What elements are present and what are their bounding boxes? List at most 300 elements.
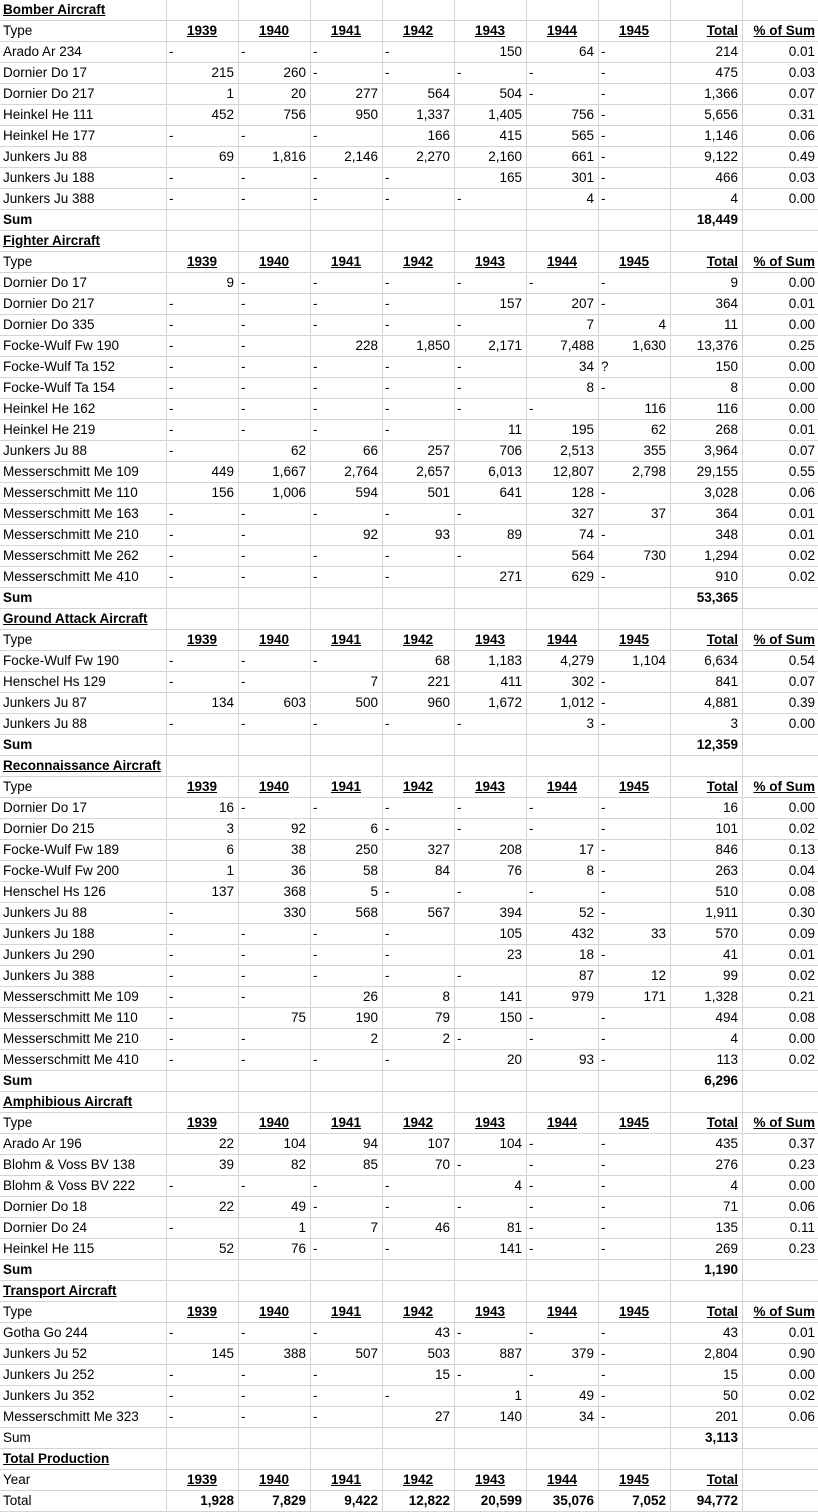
column-header: % of Sum (753, 779, 815, 794)
empty-dash: - (601, 1052, 606, 1067)
percent-cell: 0.31 (788, 107, 815, 122)
percent-cell: 0.25 (788, 338, 815, 353)
empty-dash: - (601, 86, 606, 101)
value-cell: 81 (506, 1220, 522, 1235)
sum-total: 53,365 (696, 590, 738, 605)
value-cell: 730 (643, 548, 666, 563)
aircraft-type: Junkers Ju 352 (3, 1388, 95, 1403)
empty-dash: - (241, 1409, 246, 1424)
empty-dash: - (313, 1052, 318, 1067)
sum-total: 1,190 (704, 1262, 738, 1277)
empty-dash: - (241, 1388, 246, 1403)
empty-dash: - (313, 947, 318, 962)
table-row (0, 966, 818, 987)
table-row (0, 420, 818, 441)
table-row (0, 693, 818, 714)
value-cell: 171 (643, 989, 666, 1004)
empty-dash: - (457, 800, 462, 815)
column-header: Total (706, 254, 738, 269)
total-cell: 214 (715, 44, 738, 59)
table-row (0, 1344, 818, 1365)
value-cell: 301 (571, 170, 594, 185)
percent-cell: 0.03 (788, 170, 815, 185)
total-cell: 116 (716, 401, 738, 416)
table-row (0, 861, 818, 882)
value-cell: 68 (434, 653, 450, 668)
empty-dash: - (601, 1178, 606, 1193)
value-cell: 12,807 (552, 464, 594, 479)
total-cell: 3 (730, 716, 738, 731)
total-cell: 1,911 (705, 905, 738, 920)
column-header: 1941 (330, 1472, 362, 1487)
aircraft-type: Heinkel He 115 (3, 1241, 95, 1256)
table-row (0, 819, 818, 840)
percent-cell: 0.00 (788, 800, 815, 815)
empty-dash: - (313, 275, 318, 290)
section-title: Reconnaissance Aircraft (3, 758, 161, 773)
aircraft-type: Focke-Wulf Ta 154 (3, 380, 116, 395)
column-header: 1944 (546, 254, 578, 269)
value-cell: 58 (362, 863, 378, 878)
column-header: 1942 (402, 23, 434, 38)
empty-dash: - (313, 926, 318, 941)
value-cell: 2,798 (632, 464, 666, 479)
sum-total: 6,296 (704, 1073, 738, 1088)
aircraft-type: Dornier Do 17 (3, 800, 88, 815)
value-cell: 302 (571, 674, 594, 689)
empty-dash: - (529, 1031, 534, 1046)
empty-dash: - (169, 947, 174, 962)
table-row (0, 567, 818, 588)
empty-dash: - (169, 1052, 174, 1067)
percent-cell: 0.06 (788, 485, 815, 500)
empty-dash: - (241, 1031, 246, 1046)
empty-dash: - (601, 1010, 606, 1025)
percent-cell: 0.09 (788, 926, 815, 941)
value-cell: 2,160 (488, 149, 522, 164)
value-cell: 92 (362, 527, 378, 542)
total-cell: 1,328 (704, 989, 738, 1004)
empty-dash: - (385, 926, 390, 941)
empty-dash: - (601, 1136, 606, 1151)
aircraft-type: Messerschmitt Me 163 (3, 506, 139, 521)
empty-dash: - (529, 1220, 534, 1235)
aircraft-type: Junkers Ju 290 (3, 947, 95, 962)
column-header: 1940 (258, 632, 290, 647)
aircraft-type: Blohm & Voss BV 222 (3, 1178, 136, 1193)
value-cell: 504 (499, 86, 522, 101)
unknown-mark: ? (601, 359, 609, 374)
value-cell: 207 (571, 296, 594, 311)
empty-dash: - (601, 1199, 606, 1214)
empty-dash: - (529, 1157, 534, 1172)
table-row (0, 1029, 818, 1050)
empty-dash: - (169, 296, 174, 311)
empty-dash: - (385, 548, 390, 563)
value-cell: 330 (283, 905, 306, 920)
empty-dash: - (313, 716, 318, 731)
percent-cell: 0.02 (788, 821, 815, 836)
empty-dash: - (601, 44, 606, 59)
value-cell: 327 (427, 842, 450, 857)
empty-dash: - (385, 506, 390, 521)
column-header: Type (3, 254, 33, 269)
value-cell: 76 (506, 863, 522, 878)
empty-dash: - (457, 506, 462, 521)
empty-dash: - (601, 1388, 606, 1403)
value-cell: 950 (355, 107, 378, 122)
table-row (0, 1197, 818, 1218)
total-cell: 348 (715, 527, 738, 542)
empty-dash: - (601, 1157, 606, 1172)
total-cell: 5,656 (704, 107, 738, 122)
value-cell: 6,013 (488, 464, 522, 479)
sum-row (0, 588, 818, 609)
percent-cell: 0.03 (788, 65, 815, 80)
value-cell: 75 (290, 1010, 306, 1025)
section-title: Ground Attack Aircraft (3, 611, 148, 626)
percent-cell: 0.02 (788, 1388, 815, 1403)
empty-dash: - (529, 401, 534, 416)
value-cell: 503 (427, 1346, 450, 1361)
column-header: 1940 (258, 1115, 290, 1130)
header-row (0, 21, 818, 42)
table-row (0, 42, 818, 63)
empty-dash: - (385, 947, 390, 962)
empty-dash: - (385, 1241, 390, 1256)
table-row (0, 399, 818, 420)
empty-dash: - (601, 884, 606, 899)
table-row (0, 987, 818, 1008)
value-cell: 64 (578, 44, 594, 59)
sum-label: Sum (3, 737, 33, 752)
value-cell: 128 (571, 485, 594, 500)
value-cell: 368 (283, 884, 306, 899)
column-header: 1941 (330, 254, 362, 269)
aircraft-type: Focke-Wulf Fw 189 (3, 842, 120, 857)
value-cell: 27 (434, 1409, 450, 1424)
empty-dash: - (169, 653, 174, 668)
empty-dash: - (457, 1325, 462, 1340)
value-cell: 1,630 (632, 338, 666, 353)
total-cell: 8 (730, 380, 738, 395)
section-title-row (0, 231, 818, 252)
column-header: 1939 (186, 254, 218, 269)
column-header: 1943 (474, 1115, 506, 1130)
empty-dash: - (385, 170, 390, 185)
section-title-row (0, 0, 818, 21)
percent-cell: 0.06 (788, 128, 815, 143)
value-cell: 327 (571, 506, 594, 521)
total-year-cell: 9,422 (344, 1493, 378, 1508)
grand-total: 94,772 (696, 1493, 738, 1508)
empty-dash: - (601, 674, 606, 689)
value-cell: 107 (427, 1136, 450, 1151)
value-cell: 23 (506, 947, 522, 962)
value-cell: 6 (226, 842, 234, 857)
value-cell: 355 (643, 443, 666, 458)
aircraft-type: Dornier Do 335 (3, 317, 95, 332)
total-cell: 364 (715, 296, 738, 311)
total-cell: 570 (715, 926, 738, 941)
aircraft-type: Junkers Ju 52 (3, 1346, 88, 1361)
empty-dash: - (313, 401, 318, 416)
total-cell: 41 (722, 947, 738, 962)
aircraft-type: Messerschmitt Me 210 (3, 1031, 139, 1046)
value-cell: 756 (283, 107, 306, 122)
value-cell: 1 (514, 1388, 522, 1403)
sum-label: Sum (3, 590, 33, 605)
column-header: Total (706, 1472, 738, 1487)
total-cell: 4,881 (704, 695, 738, 710)
value-cell: 166 (427, 128, 450, 143)
percent-cell: 0.02 (788, 968, 815, 983)
percent-cell: 0.00 (788, 1178, 815, 1193)
empty-dash: - (169, 1409, 174, 1424)
column-header: 1943 (474, 23, 506, 38)
value-cell: 388 (283, 1346, 306, 1361)
header-row (0, 1470, 818, 1491)
value-cell: 49 (578, 1388, 594, 1403)
aircraft-type: Heinkel He 111 (3, 107, 94, 122)
empty-dash: - (385, 359, 390, 374)
empty-dash: - (313, 44, 318, 59)
sum-row (0, 1071, 818, 1092)
column-header: 1943 (474, 779, 506, 794)
value-cell: 70 (434, 1157, 450, 1172)
value-cell: 432 (571, 926, 594, 941)
total-cell: 1,366 (704, 86, 738, 101)
column-header: 1941 (330, 23, 362, 38)
empty-dash: - (385, 968, 390, 983)
empty-dash: - (385, 296, 390, 311)
empty-dash: - (529, 1136, 534, 1151)
empty-dash: - (457, 821, 462, 836)
value-cell: 1,337 (416, 107, 450, 122)
value-cell: 34 (578, 359, 594, 374)
empty-dash: - (241, 44, 246, 59)
value-cell: 62 (290, 443, 306, 458)
value-cell: 629 (571, 569, 594, 584)
sum-label: Sum (3, 1073, 33, 1088)
value-cell: 2 (442, 1031, 450, 1046)
value-cell: 20 (290, 86, 306, 101)
aircraft-type: Arado Ar 234 (3, 44, 82, 59)
empty-dash: - (313, 1178, 318, 1193)
total-cell: 11 (723, 317, 738, 332)
table-row (0, 504, 818, 525)
empty-dash: - (241, 506, 246, 521)
empty-dash: - (529, 1178, 534, 1193)
empty-dash: - (241, 1325, 246, 1340)
value-cell: 36 (290, 863, 306, 878)
value-cell: 94 (362, 1136, 378, 1151)
column-header: 1942 (402, 254, 434, 269)
value-cell: 641 (499, 485, 522, 500)
table-row (0, 1323, 818, 1344)
value-cell: 18 (578, 947, 594, 962)
column-header: 1941 (330, 779, 362, 794)
empty-dash: - (241, 317, 246, 332)
aircraft-type: Junkers Ju 88 (3, 905, 88, 920)
column-header: Total (706, 1115, 738, 1130)
column-header: 1941 (330, 632, 362, 647)
table-row (0, 1134, 818, 1155)
value-cell: 93 (578, 1052, 594, 1067)
table-row (0, 546, 818, 567)
section-title-row (0, 609, 818, 630)
column-header: 1945 (618, 1304, 650, 1319)
value-cell: 7 (586, 317, 594, 332)
percent-cell: 0.02 (788, 1052, 815, 1067)
aircraft-type: Junkers Ju 88 (3, 716, 88, 731)
empty-dash: - (385, 65, 390, 80)
value-cell: 4 (514, 1178, 522, 1193)
empty-dash: - (385, 44, 390, 59)
column-header: Total (706, 632, 738, 647)
empty-dash: - (601, 1325, 606, 1340)
value-cell: 1,667 (272, 464, 306, 479)
percent-cell: 0.08 (788, 1010, 815, 1025)
percent-cell: 0.00 (788, 359, 815, 374)
value-cell: 2,657 (416, 464, 450, 479)
total-year-cell: 12,822 (408, 1493, 450, 1508)
aircraft-type: Focke-Wulf Ta 152 (3, 359, 116, 374)
aircraft-type: Dornier Do 17 (3, 275, 88, 290)
value-cell: 66 (362, 443, 378, 458)
table-row (0, 441, 818, 462)
value-cell: 3 (226, 821, 234, 836)
header-row (0, 252, 818, 273)
section-title: Transport Aircraft (3, 1283, 117, 1298)
empty-dash: - (169, 506, 174, 521)
sum-total: 3,113 (704, 1430, 738, 1445)
percent-cell: 0.02 (788, 569, 815, 584)
aircraft-type: Focke-Wulf Fw 190 (3, 338, 120, 353)
column-header: % of Sum (753, 632, 815, 647)
empty-dash: - (313, 968, 318, 983)
value-cell: 1 (298, 1220, 306, 1235)
column-header: Total (706, 23, 738, 38)
empty-dash: - (313, 296, 318, 311)
empty-dash: - (241, 401, 246, 416)
column-header: 1945 (618, 254, 650, 269)
empty-dash: - (241, 527, 246, 542)
value-cell: 1 (226, 863, 234, 878)
sum-label: Sum (3, 1430, 31, 1445)
empty-dash: - (601, 569, 606, 584)
empty-dash: - (169, 170, 174, 185)
value-cell: 2,146 (344, 149, 378, 164)
aircraft-type: Dornier Do 217 (3, 86, 95, 101)
total-cell: 43 (722, 1325, 738, 1340)
percent-cell: 0.01 (788, 44, 815, 59)
value-cell: 84 (434, 863, 450, 878)
empty-dash: - (385, 1199, 390, 1214)
total-cell: 2,804 (704, 1346, 738, 1361)
value-cell: 1,183 (488, 653, 522, 668)
value-cell: 1,816 (272, 149, 306, 164)
column-header: % of Sum (753, 1304, 815, 1319)
aircraft-type: Dornier Do 24 (3, 1220, 88, 1235)
column-header: 1939 (186, 1115, 218, 1130)
column-header: Total (706, 1304, 738, 1319)
table-row (0, 378, 818, 399)
sum-total: 12,359 (696, 737, 738, 752)
total-cell: 364 (715, 506, 738, 521)
percent-cell: 0.02 (788, 548, 815, 563)
empty-dash: - (169, 674, 174, 689)
value-cell: 52 (578, 905, 594, 920)
header-row (0, 1302, 818, 1323)
column-header: % of Sum (753, 254, 815, 269)
column-header: 1945 (618, 632, 650, 647)
value-cell: 150 (499, 1010, 522, 1025)
column-header: 1941 (330, 1115, 362, 1130)
value-cell: 1,405 (488, 107, 522, 122)
column-header: 1942 (402, 632, 434, 647)
column-header: 1945 (618, 779, 650, 794)
column-header: 1944 (546, 1115, 578, 1130)
value-cell: 215 (211, 65, 234, 80)
percent-cell: 0.90 (788, 1346, 815, 1361)
column-header: Type (3, 632, 33, 647)
column-header: 1945 (618, 23, 650, 38)
table-row (0, 294, 818, 315)
value-cell: 26 (362, 989, 378, 1004)
value-cell: 208 (499, 842, 522, 857)
percent-cell: 0.08 (788, 884, 815, 899)
total-year-cell: 20,599 (480, 1493, 522, 1508)
value-cell: 2,270 (416, 149, 450, 164)
total-cell: 99 (722, 968, 738, 983)
empty-dash: - (313, 1325, 318, 1340)
empty-dash: - (601, 65, 606, 80)
empty-dash: - (169, 1325, 174, 1340)
table-row (0, 315, 818, 336)
empty-dash: - (313, 317, 318, 332)
empty-dash: - (313, 359, 318, 374)
value-cell: 257 (427, 443, 450, 458)
empty-dash: - (385, 275, 390, 290)
column-header: 1943 (474, 254, 506, 269)
table-row (0, 483, 818, 504)
column-header: 1945 (618, 1115, 650, 1130)
percent-cell: 0.06 (788, 1199, 815, 1214)
empty-dash: - (241, 359, 246, 374)
value-cell: 564 (427, 86, 450, 101)
empty-dash: - (241, 338, 246, 353)
value-cell: 134 (211, 695, 234, 710)
empty-dash: - (529, 884, 534, 899)
total-cell: 150 (715, 359, 738, 374)
sum-row (0, 210, 818, 231)
sum-row (0, 1428, 818, 1449)
column-header: 1945 (618, 1472, 650, 1487)
value-cell: 415 (499, 128, 522, 143)
section-title: Fighter Aircraft (3, 233, 101, 248)
value-cell: 887 (499, 1346, 522, 1361)
percent-cell: 0.01 (788, 527, 815, 542)
percent-cell: 0.00 (788, 1031, 815, 1046)
total-cell: 1,146 (704, 128, 738, 143)
sum-row (0, 1260, 818, 1281)
percent-cell: 0.01 (788, 1325, 815, 1340)
header-row (0, 777, 818, 798)
percent-cell: 0.00 (788, 1367, 815, 1382)
column-header: Year (3, 1472, 31, 1487)
total-cell: 4 (730, 191, 738, 206)
